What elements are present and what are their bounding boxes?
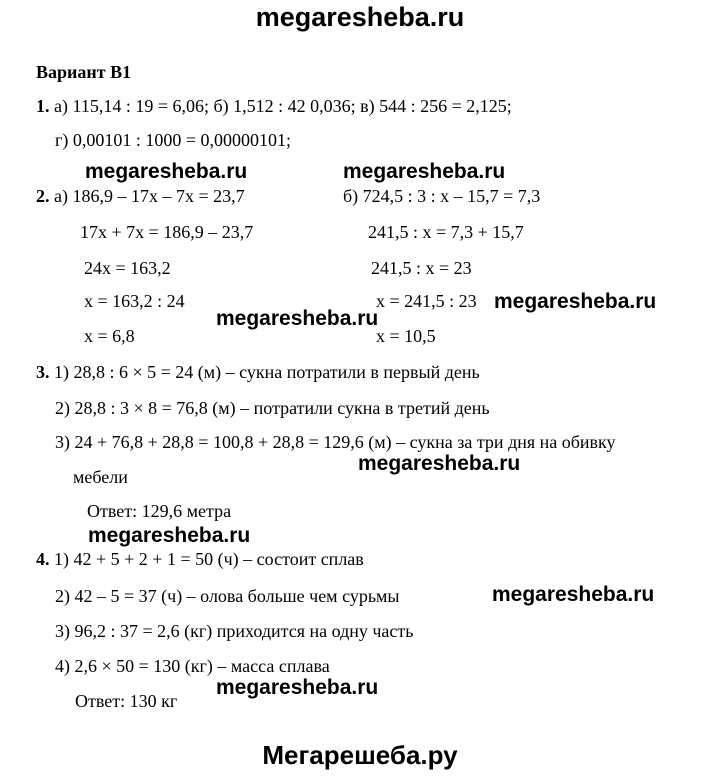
task4-answer: Ответ: 130 кг	[75, 691, 178, 711]
task2-a-line4: x = 163,2 : 24	[84, 291, 185, 311]
task3-line2: 2) 28,8 : 3 × 8 = 76,8 (м) – потратили сукна в третий день	[55, 398, 490, 418]
task2-a-line3: 24x = 163,2	[84, 258, 171, 278]
watermark: megaresheba.ru	[216, 307, 379, 330]
task4-text1: 1) 42 + 5 + 2 + 1 = 50 (ч) – состоит сплав	[54, 549, 364, 569]
task3-answer: Ответ: 129,6 метра	[87, 501, 232, 521]
task2-b-line2: 241,5 : x = 7,3 + 15,7	[368, 222, 524, 242]
task3-number: 3.	[36, 362, 50, 382]
watermark: megaresheba.ru	[216, 676, 379, 699]
task2-a-line1	[36, 185, 245, 207]
task4-line2: 2) 42 – 5 = 37 (ч) – олова больше чем сурьмы	[55, 586, 400, 606]
task1-text1: а) 115,14 : 19 = 6,06; б) 1,512 : 42 0,036; в) 544 : 256 = 2,125;	[54, 96, 512, 116]
task4-line4: 4) 2,6 × 50 = 130 (кг) – масса сплава	[55, 656, 330, 676]
task2-a-line5: x = 6,8	[84, 326, 135, 346]
task3-text1: 1) 28,8 : 6 × 5 = 24 (м) – сукна потратили в первый день	[54, 362, 480, 382]
task3-line4: мебели	[73, 467, 128, 487]
task4-line1	[36, 548, 364, 570]
task2-b-line3: 241,5 : x = 23	[371, 258, 472, 278]
task1-number: 1.	[36, 96, 50, 116]
task2-a-line2: 17x + 7x = 186,9 – 23,7	[80, 222, 254, 242]
task1-line2: г) 0,00101 : 1000 = 0,00000101;	[55, 130, 292, 150]
watermark: megaresheba.ru	[343, 160, 506, 183]
site-header: megaresheba.ru	[255, 2, 465, 32]
task2-b-line4: x = 241,5 : 23	[376, 291, 477, 311]
watermark: megaresheba.ru	[88, 524, 251, 547]
task2-a-text: а) 186,9 – 17x – 7x = 23,7	[54, 186, 245, 206]
task2-b-line1: б) 724,5 : 3 : x – 15,7 = 7,3	[343, 186, 541, 206]
watermark: megaresheba.ru	[85, 160, 248, 183]
task3-line1	[36, 361, 480, 383]
task2-number: 2.	[36, 186, 50, 206]
site-footer: Мегарешеба.ру	[262, 740, 458, 770]
task2-b-line5: x = 10,5	[376, 326, 436, 346]
watermark: megaresheba.ru	[494, 290, 657, 313]
watermark: megaresheba.ru	[492, 583, 655, 606]
task4-line3: 3) 96,2 : 37 = 2,6 (кг) приходится на одну часть	[55, 621, 414, 641]
variant-title: Вариант В1	[36, 62, 132, 82]
task3-line3: 3) 24 + 76,8 + 28,8 = 100,8 + 28,8 = 129,6 (м) – сукна за три дня на обивку	[55, 432, 616, 452]
task1-line1	[36, 95, 512, 117]
task4-number: 4.	[36, 549, 50, 569]
watermark: megaresheba.ru	[358, 452, 521, 475]
